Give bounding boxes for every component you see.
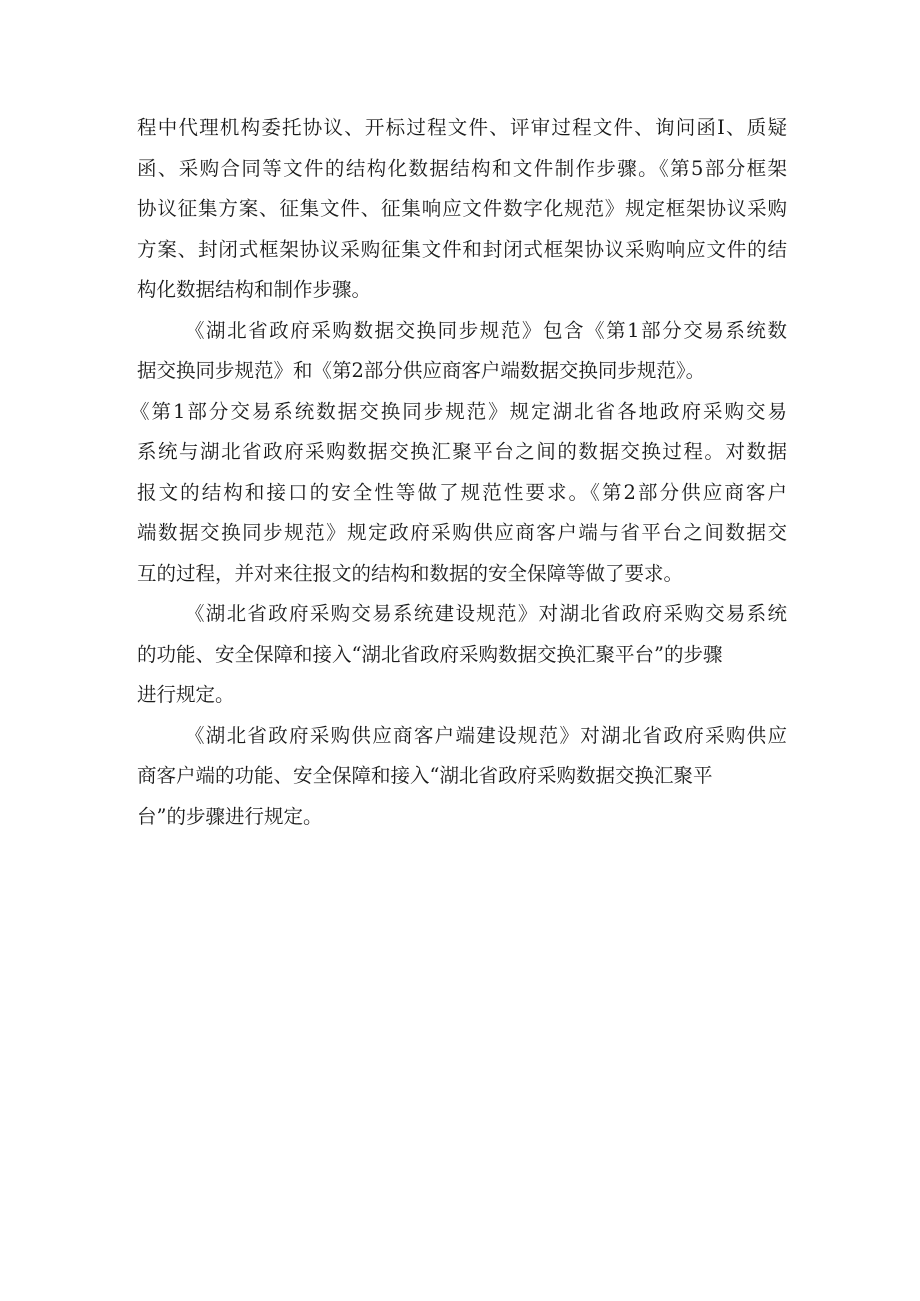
text-line: 进行规定。 (137, 683, 235, 706)
text-line: 函、采购合同等文件的结构化数据结构和文件制作步骤。《第5部分框架 (137, 156, 787, 180)
document-body (130, 108, 787, 837)
paragraph-1 (137, 108, 787, 311)
text-line: 协议征集方案、征集文件、征集响应文件数字化规范》规定框架协议采购 (137, 197, 787, 220)
text-line: 构化数据结构和制作步骤。 (137, 278, 372, 301)
text-line: 据交换同步规范》和《第2部分供应商客户端数据交换同步规范》。 (137, 359, 706, 382)
paragraph-3 (137, 594, 787, 716)
text-line: 商客户端的功能、安全保障和接入“湖北省政府采购数据交换汇聚平 (137, 764, 713, 787)
text-line: 台”的步骤进行规定。 (137, 804, 323, 828)
text-line: 互的过程，并对来往报文的结构和数据的安全保障等做了要求。 (137, 561, 684, 585)
text-line: 的功能、安全保障和接入“湖北省政府采购数据交换汇聚平台”的步骤 (137, 642, 723, 666)
text-line: 系统与湖北省政府采购数据交换汇聚平台之间的数据交换过程。对数据 (137, 440, 787, 463)
text-line: 程中代理机构委托协议、开标过程文件、评审过程文件、询问函Ⅰ、质疑 (137, 116, 787, 139)
text-line: 《湖北省政府采购供应商客户端建设规范》对湖北省政府采购供应 (185, 723, 787, 747)
text-line: 报文的结构和接口的安全性等做了规范性要求。《第2部分供应商客户 (137, 480, 787, 504)
text-line: 端数据交换同步规范》规定政府采购供应商客户端与省平台之间数据交 (137, 521, 787, 544)
paragraph-4 (137, 716, 787, 838)
paragraph-2 (130, 311, 787, 595)
text-line: 《湖北省政府采购交易系统建设规范》对湖北省政府采购交易系统 (185, 602, 787, 625)
text-line: 方案、封闭式框架协议采购征集文件和封闭式框架协议采购响应文件的结 (137, 237, 787, 261)
text-line: 《第1部分交易系统数据交换同步规范》规定湖北省各地政府采购交易 (130, 399, 787, 423)
text-line: 《湖北省政府采购数据交换同步规范》包含《第1部分交易系统数 (185, 318, 787, 342)
